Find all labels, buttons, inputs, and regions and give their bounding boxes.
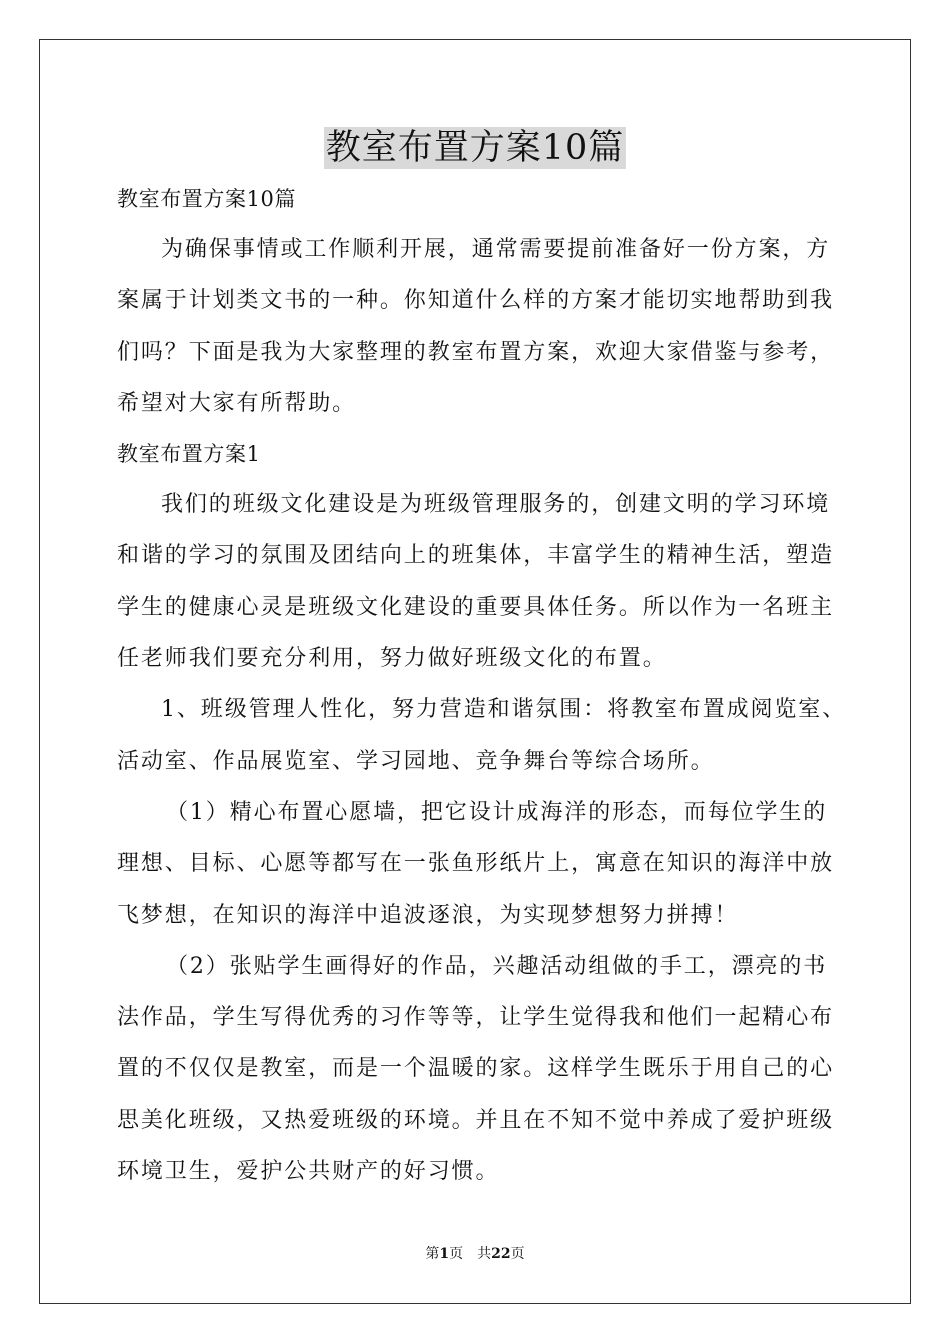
paragraph-line: 我们的班级文化建设是为班级管理服务的，创建文明的学习环境: [161, 492, 831, 518]
paragraph-line: 学生的健康心灵是班级文化建设的重要具体任务。所以作为一名班主: [117, 594, 835, 620]
intro-line: 们吗？下面是我为大家整理的教室布置方案，欢迎大家借鉴与参考，: [117, 339, 835, 365]
total-suffix: 页: [510, 1246, 525, 1262]
intro-line: 为确保事情或工作顺利开展，通常需要提前准备好一份方案，方: [161, 237, 831, 262]
total-pages: 22: [491, 1246, 511, 1262]
paragraph-line: 1、班级管理人性化，努力营造和谐氛围：将教室布置成阅览室、: [161, 697, 847, 723]
paragraph-line: 思美化班级，又热爱班级的环境。并且在不知不觉中养成了爱护班级: [117, 1107, 835, 1133]
page-prefix: 第: [425, 1246, 440, 1262]
page-number: 1: [439, 1246, 450, 1262]
document-title: 教室布置方案10篇: [325, 128, 625, 168]
document-subtitle: 教室布置方案10篇: [117, 187, 297, 211]
paragraph-line: （2）张贴学生画得好的作品，兴趣活动组做的手工，漂亮的书: [166, 953, 828, 979]
paragraph-line: 飞梦想，在知识的海洋中追波逐浪，为实现梦想努力拼搏！: [117, 902, 739, 928]
paragraph-line: 法作品，学生写得优秀的习作等等，让学生觉得我和他们一起精心布: [117, 1005, 835, 1031]
paragraph-line: （1）精心布置心愿墙，把它设计成海洋的形态，而每位学生的: [166, 799, 828, 825]
paragraph-line: 和谐的学习的氛围及团结向上的班集体，丰富学生的精神生活，塑造: [117, 543, 835, 569]
paragraph-line: 理想、目标、心愿等都写在一张鱼形纸片上，寓意在知识的海洋中放: [117, 851, 835, 877]
paragraph-line: 活动室、作品展览室、学习园地、竞争舞台等综合场所。: [117, 748, 715, 774]
title-container: [0, 127, 950, 169]
page-suffix: 页: [449, 1246, 464, 1262]
intro-line: 案属于计划类文书的一种。你知道什么样的方案才能切实地帮助到我: [117, 288, 835, 314]
page-footer: [0, 1244, 950, 1264]
total-prefix: 共: [477, 1246, 492, 1262]
document-body: [117, 174, 847, 1197]
paragraph-line: 任老师我们要充分利用，努力做好班级文化的布置。: [117, 646, 667, 672]
intro-line: 希望对大家有所帮助。: [117, 390, 357, 416]
paragraph-line: 置的不仅仅是教室，而是一个温暖的家。这样学生既乐于用自己的心: [117, 1056, 835, 1082]
paragraph-line: 环境卫生，爱护公共财产的好习惯。: [117, 1159, 500, 1185]
section-heading: 教室布置方案1: [117, 442, 261, 467]
